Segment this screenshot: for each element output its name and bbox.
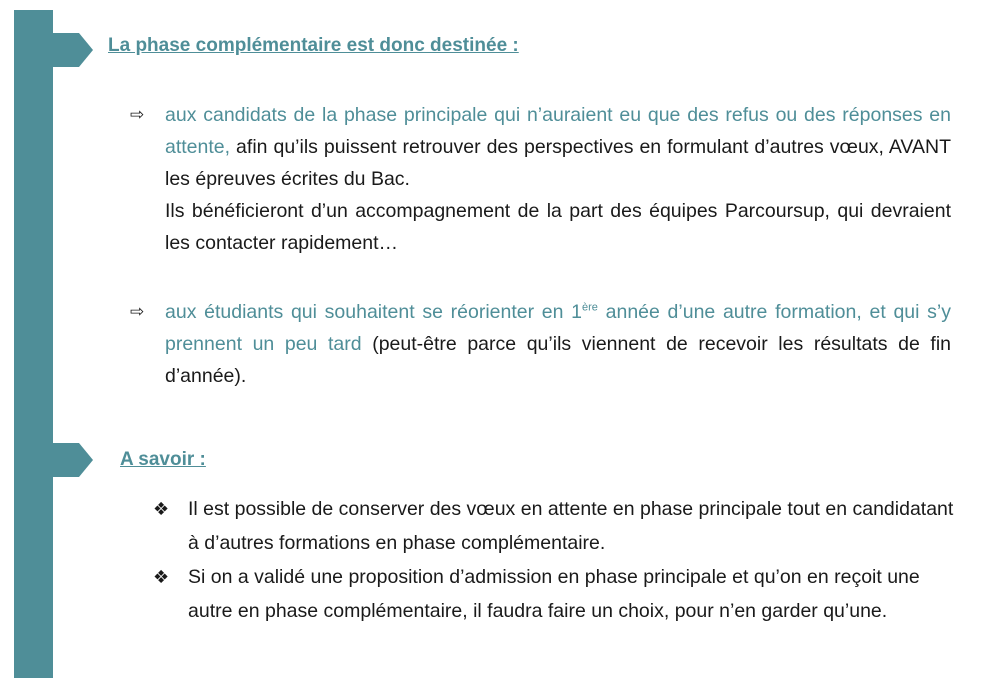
highlight-text: aux étudiants qui souhaitent se réorienter en 1ère année d’une autre formation, et qui s’y prennent un peu tard [165,301,951,355]
section-marker-arrow [53,443,93,477]
decorative-vertical-bar [14,10,53,678]
followup-text: Ils bénéficieront d’un accompagnement de la part des équipes Parcoursup, qui devraient les contacter rapidement… [165,200,951,254]
highlight-text: aux candidats de la phase principale qui n’auraient eu que des refus ou des réponses en attente, [165,104,951,158]
section-marker-arrow [53,33,93,67]
list-item-conserver-voeux: Il est possible de conserver des vœux en attente en phase principale tout en candidatant à d’autres formations en phase complémentaire. [188,498,954,554]
body-text: (peut-être parce qu’ils viennent de recevoir les résultats de fin d’année). [165,333,951,387]
diamond-bullet-icon: ❖ [153,499,170,519]
list-item-candidats [165,99,951,259]
arrow-right-icon: ⇨ [130,302,145,321]
section-heading-phase-complementaire: La phase complémentaire est donc destinée : [108,35,519,56]
body-text: afin qu’ils puissent retrouver des perspectives en formulant d’autres vœux, AVANT les épreuves écrites du Bac. [165,136,951,190]
diamond-bullet-icon: ❖ [153,567,170,587]
arrow-right-icon: ⇨ [130,105,145,124]
list-item-choix: Si on a validé une proposition d’admission en phase principale et qu’on en reçoit une autre en phase complémentaire, il faudra faire un choix, pour n’en garder qu’une. [188,566,920,622]
section-heading-a-savoir: A savoir : [120,449,206,470]
list-item-etudiants [165,296,951,392]
